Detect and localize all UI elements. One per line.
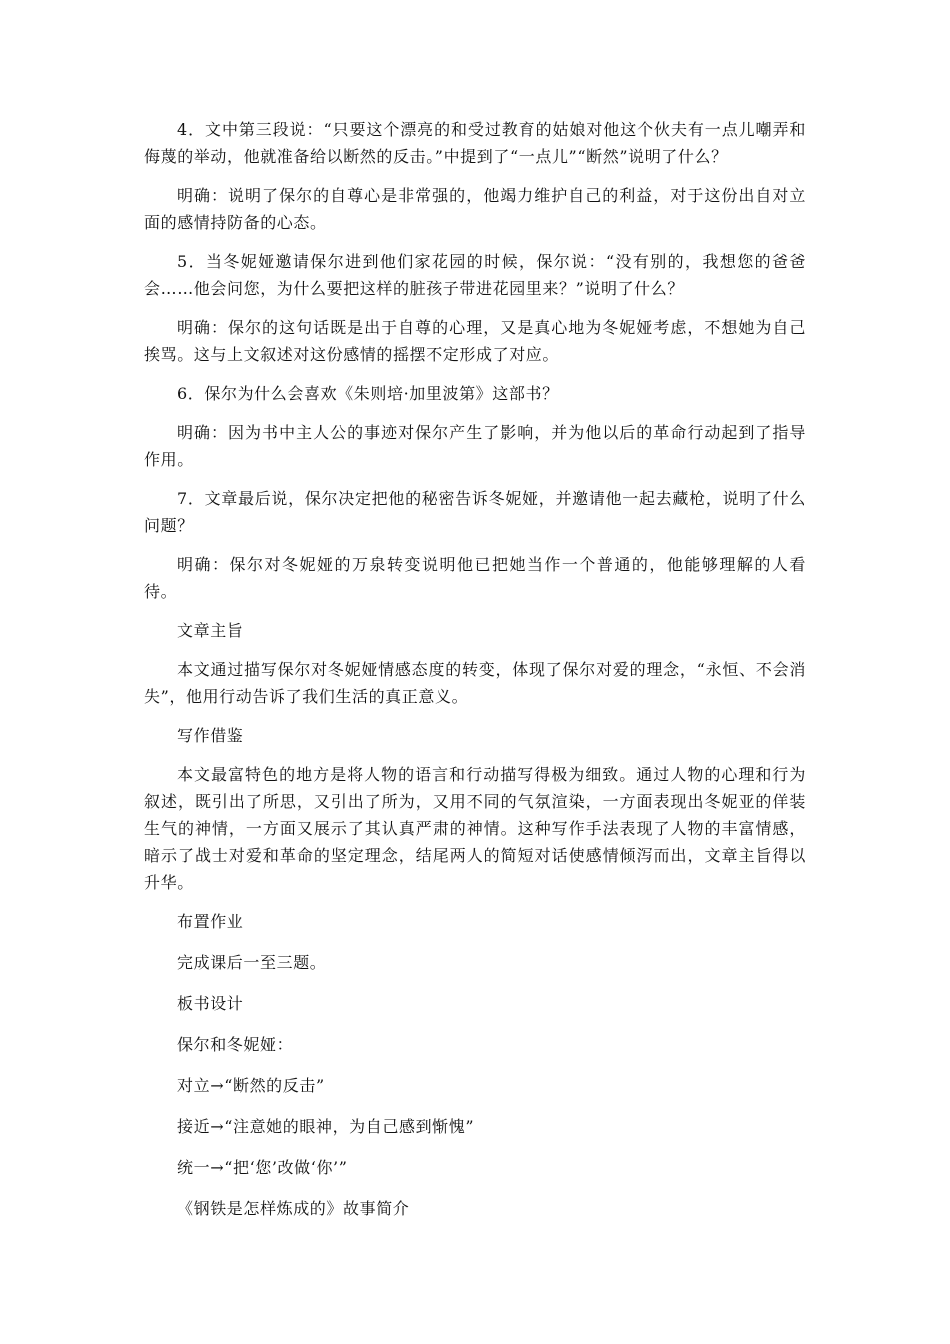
board-item-unity: 统一→“把‘您’改做‘你’” [177, 1158, 348, 1177]
document-page [144, 116, 806, 1236]
theme-heading: 文章主旨 [177, 621, 244, 640]
board-heading: 板书设计 [177, 994, 244, 1013]
story-heading: 《钢铁是怎样炼成的》故事简介 [177, 1199, 410, 1218]
question-5: 5．当冬妮娅邀请保尔进到他们家花园的时候，保尔说：“没有别的，我想您的爸爸会……他会问您，为什么要把这样的脏孩子带进花园里来？”说明了什么？ [144, 252, 806, 298]
answer-7: 明确：保尔对冬妮娅的万泉转变说明他已把她当作一个普通的，他能够理解的人看待。 [144, 555, 806, 601]
homework-heading: 布置作业 [177, 912, 244, 931]
theme-body: 本文通过描写保尔对冬妮娅情感态度的转变，体现了保尔对爱的理念，“永恒、不会消失”，他用行动告诉了我们生活的真正意义。 [144, 660, 806, 706]
question-7: 7．文章最后说，保尔决定把他的秘密告诉冬妮娅，并邀请他一起去藏枪，说明了什么问题？ [144, 489, 806, 535]
answer-4: 明确：说明了保尔的自尊心是非常强的，他竭力维护自己的利益，对于这份出自对立面的感情持防备的心态。 [144, 186, 806, 232]
writing-body: 本文最富特色的地方是将人物的语言和行动描写得极为细致。通过人物的心理和行为叙述，既引出了所思，又引出了所为，又用不同的气氛渲染，一方面表现出冬妮亚的佯装生气的神情，一方面又展示了其认真严肃的神情。这种写作手法表现了人物的丰富情感，暗示了战士对爱和革命的坚定理念，结尾两人的简短对话使感情倾泻而出，文章主旨得以升华。 [144, 765, 806, 892]
question-6: 6．保尔为什么会喜欢《朱则培·加里波第》这部书？ [177, 384, 559, 403]
board-item-opposition: 对立→“断然的反击” [177, 1076, 325, 1095]
homework-body: 完成课后一至三题。 [177, 953, 327, 972]
board-item-approach: 接近→“注意她的眼神，为自己感到惭愧” [177, 1117, 475, 1136]
answer-5: 明确：保尔的这句话既是出于自尊的心理，又是真心地为冬妮娅考虑，不想她为自己挨骂。这与上文叙述对这份感情的摇摆不定形成了对应。 [144, 318, 806, 364]
question-4: 4．文中第三段说：“只要这个漂亮的和受过教育的姑娘对他这个伙夫有一点儿嘲弄和侮蔑的举动，他就准备给以断然的反击。”中提到了“一点儿”“断然”说明了什么？ [144, 120, 806, 166]
writing-heading: 写作借鉴 [177, 726, 244, 745]
answer-6: 明确：因为书中主人公的事迹对保尔产生了影响，并为他以后的革命行动起到了指导作用。 [144, 423, 806, 469]
board-title: 保尔和冬妮娅： [177, 1035, 294, 1054]
